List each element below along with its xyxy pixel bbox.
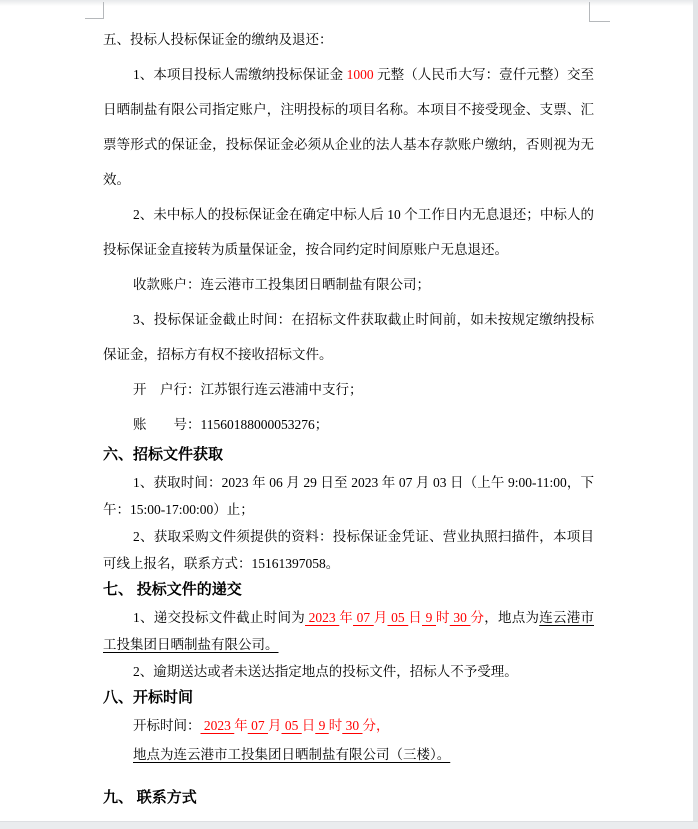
paragraph-late-delivery: 2、逾期送达或者未送达指定地点的投标文件，招标人不予受理。: [133, 664, 518, 679]
opening-year: 2023: [200, 718, 235, 733]
opening-month: 07: [247, 718, 268, 733]
window-bottom-edge: [0, 821, 698, 829]
scrollbar[interactable]: [693, 0, 698, 829]
section-bid-submission: [103, 577, 594, 685]
section-bid-opening: [103, 685, 594, 769]
section9-heading: 九、 联系方式: [103, 790, 197, 806]
paragraph-bond-deadline: 3、投标保证金截止时间：在招标文件获取截止时间前，如未按规定缴纳投标保证金，招标方有权不接收招标文件。: [103, 312, 594, 362]
section-document-acquisition: [103, 442, 594, 577]
paragraph-bank-name: 开 户行：江苏银行连云港浦中支行；: [133, 382, 363, 397]
paragraph-bond-amount: 1、本项目投标人需缴纳投标保证金 1000 元整（人民币大写：壹仟元整）交至日晒制盐有限公司指定账户，注明投标的项目名称。本项目不接受现金、支票、汇票等形式的保证金，投标保证金必须从企业的法人基本存款账户缴纳，否则视为无效。: [103, 67, 595, 187]
section6-heading: 六、招标文件获取: [103, 447, 224, 463]
paragraph-acquisition-materials: 2、获取采购文件须提供的资料：投标保证金凭证、营业执照扫描件，本项目可线上报名，联系方式：15161397058。: [103, 529, 594, 571]
paragraph-account-number: 账 号：11560188000053276；: [133, 417, 329, 432]
submission-hour: 9: [422, 610, 436, 625]
section8-heading: 八、开标时间: [103, 690, 194, 706]
opening-minute: 30: [342, 718, 363, 733]
submission-year: 2023: [305, 610, 340, 625]
submission-minute: 30: [449, 610, 471, 625]
paragraph-opening-time: 开标时间： 2023 年 07 月 05 日 9 时 30 分，: [133, 718, 390, 733]
section-contact: [103, 785, 594, 811]
paragraph-submission-deadline: 1、递交投标文件截止时间为 2023 年 07 月 05 日 9 时 30 分，地点为连云港市工投集团日晒制盐有限公司。: [103, 610, 594, 652]
opening-day: 05: [281, 718, 302, 733]
submission-day: 05: [387, 610, 409, 625]
section7-heading: 七、 投标文件的递交: [103, 582, 242, 598]
paragraph-bond-refund: 2、未中标人的投标保证金在确定中标人后 10 个工作日内无息退还；中标人的投标保证金直接转为质量保证金，按合同约定时间原账户无息退还。: [103, 207, 594, 257]
section-bid-bond: [103, 22, 594, 442]
paragraph-beneficiary-account: 收款账户：连云港市工投集团日晒制盐有限公司；: [133, 277, 430, 292]
section5-heading: 五、投标人投标保证金的缴纳及退还：: [103, 32, 333, 47]
bond-amount-value: 1000: [346, 67, 374, 82]
paragraph-opening-place: 地点为连云港市工投集团日晒制盐有限公司（三楼）。: [133, 747, 451, 762]
submission-month: 07: [353, 610, 374, 625]
opening-hour: 9: [315, 718, 329, 733]
paragraph-acquisition-time: 1、获取时间：2023 年 06 月 29 日至 2023 年 07 月 03 日（上午 9:00-11:00，下午：15:00-17:00:00）止；: [103, 475, 594, 517]
submission-place: 连云港市工投集团日晒制盐有限公司。: [103, 610, 594, 652]
